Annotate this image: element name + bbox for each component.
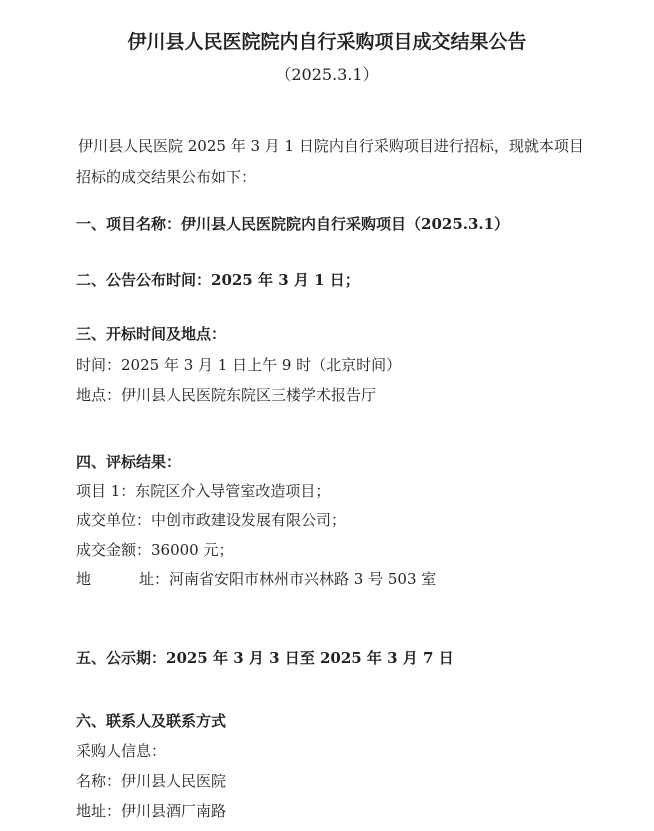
intro-line-1: 伊川县人民医院 2025 年 3 月 1 日院内自行采购项目进行招标，现就本项目 [78, 137, 584, 155]
intro-line-2: 招标的成交结果公布如下： [76, 168, 257, 186]
section-4-heading: 四、评标结果： [76, 453, 182, 471]
announcement-date: （2025.3.1） [275, 65, 379, 84]
section-6-name: 名称：伊川县人民医院 [76, 772, 227, 790]
address-label-char-1: 地 [76, 570, 92, 588]
section-6-buyer-info: 采购人信息： [76, 742, 167, 760]
section-6-heading: 六、联系人及联系方式 [76, 712, 227, 730]
page-title: 伊川县人民医院院内自行采购项目成交结果公告 [127, 31, 527, 53]
section-4-amount: 成交金额：36000 元； [76, 541, 234, 559]
section-4-address [76, 569, 436, 589]
section-3-place: 地点：伊川县人民医院东院区三楼学术报告厅 [76, 386, 377, 404]
section-4-winning-unit: 成交单位：中创市政建设发展有限公司； [76, 511, 347, 529]
section-3-time: 时间：2025 年 3 月 1 日上午 9 时（北京时间） [76, 356, 402, 374]
section-5-publicity-period: 五、公示期：2025 年 3 月 3 日至 2025 年 3 月 7 日 [76, 649, 454, 667]
section-2-publish-time: 二、公告公布时间：2025 年 3 月 1 日； [76, 271, 360, 289]
section-1-project-name: 一、项目名称：伊川县人民医院院内自行采购项目（2025.3.1） [76, 215, 510, 233]
address-label-rest: 址：河南省安阳市林州市兴林路 3 号 503 室 [139, 570, 437, 588]
section-6-address: 地址：伊川县酒厂南路 [76, 802, 227, 820]
section-3-heading: 三、开标时间及地点： [76, 325, 227, 343]
section-4-item: 项目 1：东院区介入导管室改造项目； [76, 482, 331, 500]
